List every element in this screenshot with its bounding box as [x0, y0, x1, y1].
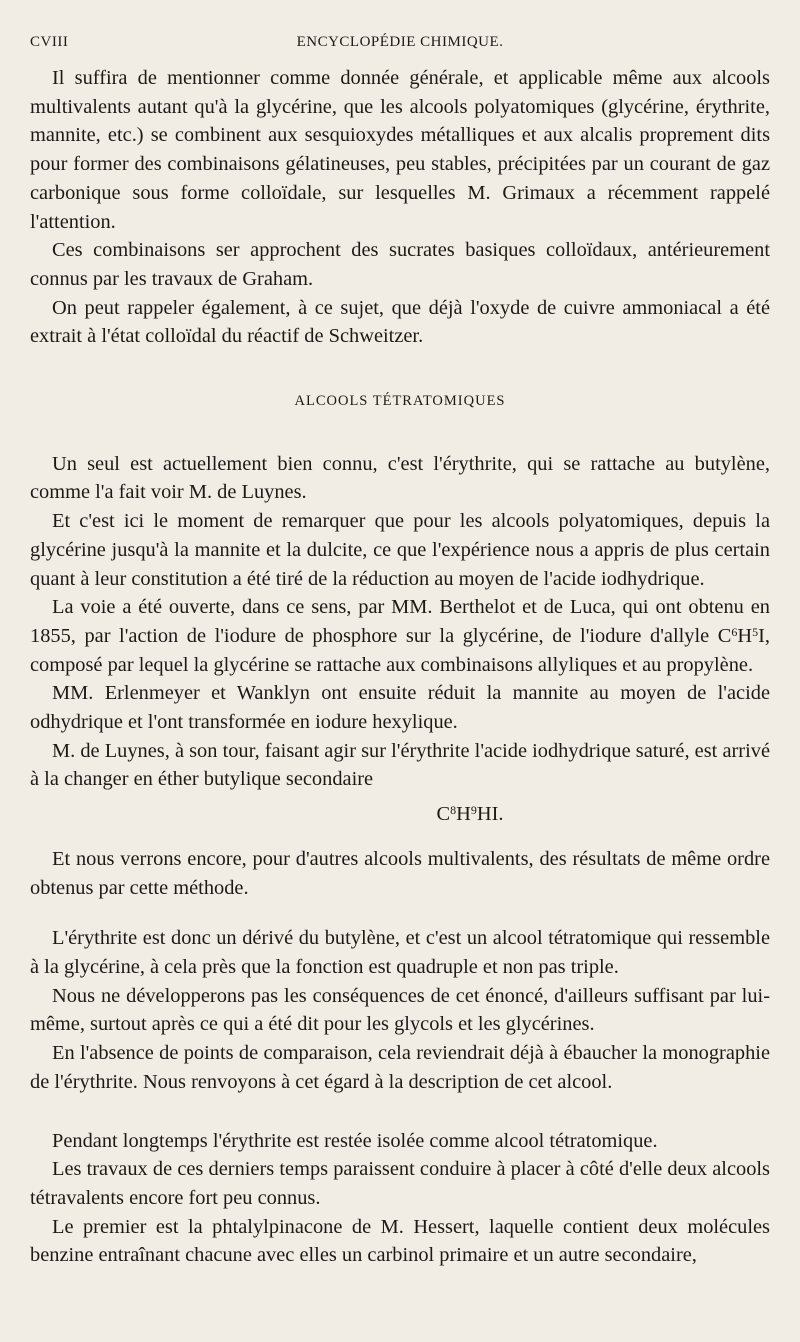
paragraph-14: Les travaux de ces derniers temps paraissent conduire à placer à côté d'elle deux alcools tétravalents encore fort peu connus. [30, 1158, 770, 1209]
paragraph-6-text-b: I, composé par lequel la glycérine se rattache aux combinaisons allyliques et au propylène. [30, 624, 770, 676]
formula-rest: HI. [476, 803, 504, 826]
paragraph-9: Et nous verrons encore, pour d'autres alcools multivalents, des résultats de même ordre obtenus par cette méthode. [30, 847, 770, 899]
formula-superscript-6: 6 [731, 624, 738, 639]
formula-c: C [436, 803, 451, 826]
formula-superscript-5: 5 [752, 624, 759, 639]
paragraph-11: Nous ne développerons pas les conséquences de cet énoncé, d'ailleurs suffisant par lui-même, surtout après ce qui a été dit pour les glycols et les glycérines. [30, 984, 770, 1036]
paragraph-12: En l'absence de points de comparaison, cela reviendrait déjà à ébaucher la monographie de l'érythrite. Nous renvoyons à cet égard à la description de cet alcool. [30, 1042, 770, 1093]
formula-c-index: 8 [450, 803, 457, 818]
paragraph-4: Un seul est actuellement bien connu, c'est l'érythrite, qui se rattache au butylène, comme l'a fait voir M. de Luynes. [30, 452, 770, 504]
running-head [30, 34, 770, 64]
paragraph-6-text-a: La voie a été ouverte, dans ce sens, par MM. Berthelot et de Luca, qui ont obtenu en 1855, par l'action de l'iodure de phosphore sur la glycérine, de l'iodure d'allyle C [30, 596, 770, 647]
paragraph-7: MM. Erlenmeyer et Wanklyn ont ensuite réduit la mannite au moyen de l'acide odhydrique et l'ont transformée en iodure hexylique. [30, 682, 770, 734]
paragraph-8: M. de Luynes, à son tour, faisant agir sur l'érythrite l'acide iodhydrique saturé, est arrivé à la changer en éther butylique secondaire [30, 739, 770, 791]
spacer [30, 1097, 770, 1127]
paragraph-1: Il suffira de mentionner comme donnée générale, et applicable même aux alcools multivalents autant qu'à la glycérine, que les alcools polyatomiques (glycérine, érythrite, mannite, etc.) se combinent aux sesquioxydes métalliques et aux alcalis proprement dits pour former des combinaisons gélatineuses, peu stables, précipitées par un courant de gaz carbonique sous forme colloïdale, sur lesquelles M. Grimaux a récemment rappelé l'attention. [30, 67, 770, 233]
formula-h: H [456, 803, 471, 826]
paragraph-13: Pendant longtemps l'érythrite est restée isolée comme alcool tétratomique. [52, 1129, 658, 1152]
paragraph-10: L'érythrite est donc un dérivé du butylène, et c'est un alcool tétratomique qui ressemble à la glycérine, à cela près que la fonction est quadruple et non pas triple. [30, 927, 770, 978]
running-title: ENCYCLOPÉDIE CHIMIQUE. [296, 34, 504, 50]
paragraph-6 [30, 593, 770, 679]
body-text [30, 64, 770, 1270]
chemical-formula [170, 800, 770, 829]
formula-h-index: 9 [470, 803, 477, 818]
spacer [30, 902, 770, 924]
paragraph-15: Le premier est la phtalylpinacone de M. Hessert, laquelle contient deux molécules benzine entraînant chacune avec elles un carbinol primaire et un autre secondaire, [30, 1215, 770, 1267]
paragraph-3: On peut rappeler également, à ce sujet, que déjà l'oxyde de cuivre ammoniacal a été extrait à l'état colloïdal du réactif de Schweitzer. [30, 296, 770, 348]
paragraph-5: Et c'est ici le moment de remarquer que pour les alcools polyatomiques, depuis la glycérine jusqu'à la mannite et la dulcite, ce que l'expérience nous a appris de plus certain quant à leur constitution a été tiré de la réduction au moyen de l'acide iodhydrique. [30, 510, 770, 590]
page-number: CVIII [30, 34, 69, 50]
paragraph-2: Ces combinaisons ser approchent des sucrates basiques colloïdaux, antérieurement connus par les travaux de Graham. [30, 239, 770, 290]
section-heading: ALCOOLS TÉTRATOMIQUES [294, 393, 506, 410]
paragraph-6-text-h: H [737, 624, 753, 647]
